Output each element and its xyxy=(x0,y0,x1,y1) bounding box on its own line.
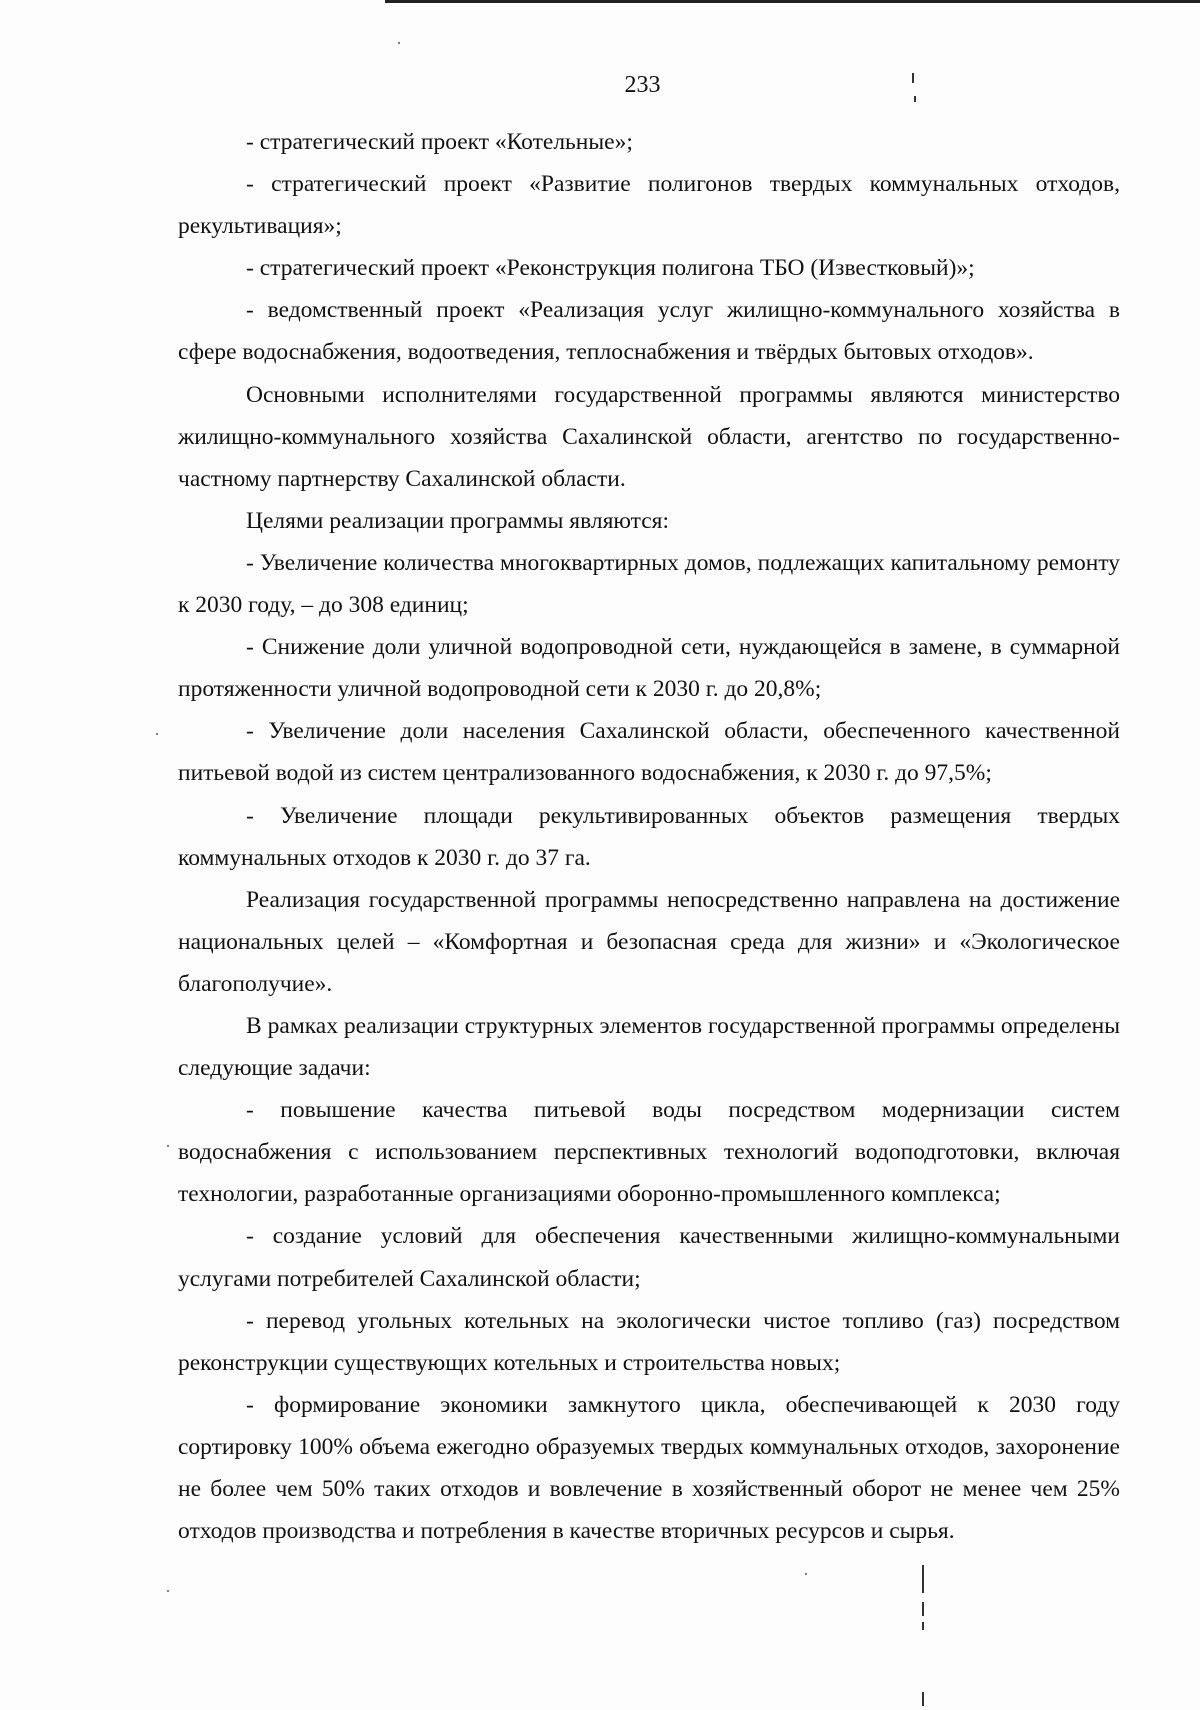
paragraph: - перевод угольных котельных на экологически чистое топливо (газ) посредством реконструкции существующих котельных и строительства новых; xyxy=(178,1307,1120,1376)
scan-mark xyxy=(914,96,916,102)
paragraph: В рамках реализации структурных элементов государственной программы определены следующие задачи: xyxy=(178,1012,1120,1082)
scan-speck xyxy=(156,733,158,735)
document-body xyxy=(178,121,1120,1552)
paragraph: - стратегический проект «Развитие полигонов твердых коммунальных отходов, рекультивация»; xyxy=(178,171,1120,240)
scan-speck xyxy=(398,42,400,44)
paragraph: - Снижение доли уличной водопроводной сети, нуждающейся в замене, в суммарной протяженности уличной водопроводной сети к 2030 г. до 20,8%; xyxy=(178,634,1120,703)
paragraph: - повышение качества питьевой воды посредством модернизации систем водоснабжения с использованием перспективных технологий водоподготовки, включая технологии, разработанные организациями оборонно-промышленного комплекса; xyxy=(178,1097,1120,1208)
scan-mark xyxy=(922,1565,924,1593)
paragraph: - ведомственный проект «Реализация услуг жилищно-коммунального хозяйства в сфере водоснабжения, водоотведения, теплоснабжения и твёрдых бытовых отходов». xyxy=(178,297,1120,366)
scan-mark xyxy=(922,1622,924,1630)
top-border-line xyxy=(385,0,1200,3)
scan-mark xyxy=(922,1602,924,1616)
scan-mark xyxy=(912,73,914,83)
scan-mark xyxy=(922,1692,924,1706)
scan-speck xyxy=(167,1145,169,1147)
paragraph: Основными исполнителями государственной программы являются министерство жилищно-коммунального хозяйства Сахалинской области, агентство по государственно-частному партнерству Сахалинской области. xyxy=(178,381,1120,492)
paragraph: Целями реализации программы являются: xyxy=(246,507,669,534)
paragraph: - Увеличение доли населения Сахалинской области, обеспеченного качественной питьевой водой из систем централизованного водоснабжения, к 2030 г. до 97,5%; xyxy=(178,718,1120,787)
scan-speck xyxy=(167,1590,169,1592)
paragraph: - Увеличение количества многоквартирных домов, подлежащих капитальному ремонту к 2030 году, – до 308 единиц; xyxy=(178,549,1120,619)
page-number: 233 xyxy=(624,72,661,98)
paragraph: - создание условий для обеспечения качественными жилищно-коммунальными услугами потребителей Сахалинской области; xyxy=(178,1223,1120,1292)
paragraph: - формирование экономики замкнутого цикла, обеспечивающей к 2030 году сортировку 100% объема ежегодно образуемых твердых коммунальных отходов, захоронение не более чем 50% таких отходов и вовлечение в хозяйственный оборот не менее чем 25% отходов производства и потребления в качестве вторичных ресурсов и сырья. xyxy=(178,1391,1120,1545)
paragraph: Реализация государственной программы непосредственно направлена на достижение национальных целей – «Комфортная и безопасная среда для жизни» и «Экологическое благополучие». xyxy=(178,886,1120,997)
paragraph: - стратегический проект «Котельные»; xyxy=(246,129,633,155)
paragraph: - Увеличение площади рекультивированных объектов размещения твердых коммунальных отходов к 2030 г. до 37 га. xyxy=(178,802,1120,871)
scan-speck xyxy=(805,1573,807,1575)
paragraph: - стратегический проект «Реконструкция полигона ТБО (Известковый)»; xyxy=(246,255,975,282)
